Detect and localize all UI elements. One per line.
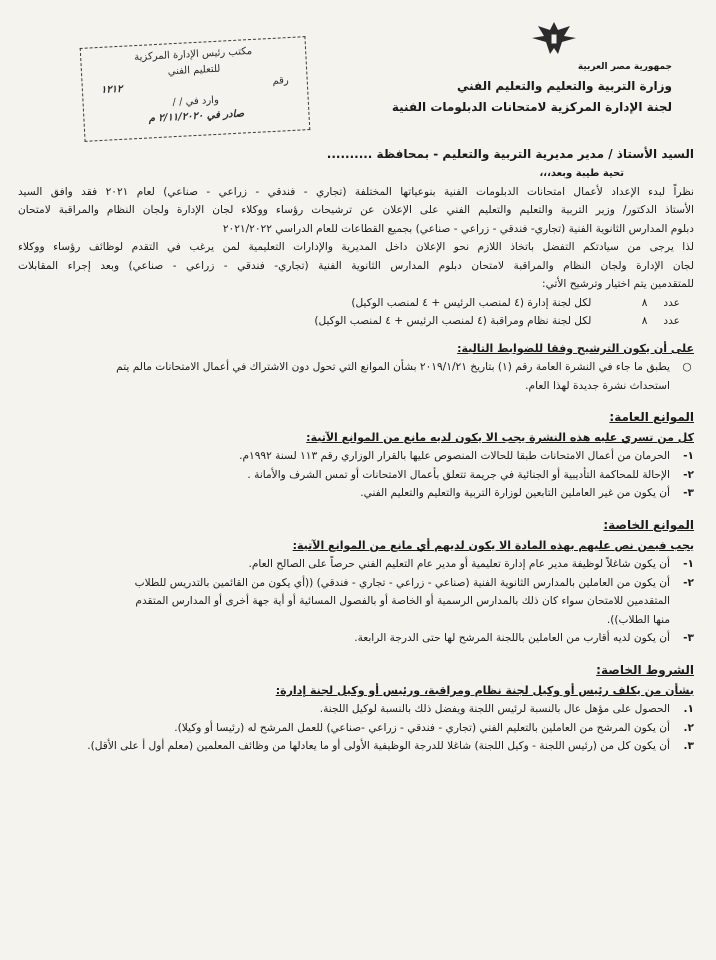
count-number: ٨ [641,315,648,328]
item-text: منها الطلاب)). [606,613,670,626]
item-text: أن يكون من غير العاملين التابعين لوزارة التربية والتعليم والتعليم الفني. [360,487,670,500]
item-number: ٣- [683,632,694,645]
item-number: ٣. [683,740,694,753]
stamp-date-in: وارد في / / [172,94,220,108]
intro-paragraph [18,183,694,294]
item-number: ٢- [683,576,694,589]
conditions-item [18,719,694,738]
greeting: تحية طيبة وبعد،،، [539,168,624,179]
item-number: ١. [683,703,694,716]
count-row [18,312,680,331]
committee-name: لجنة الإدارة المركزية لامتحانات الدبلومات الفنية [391,99,672,114]
intro-line: دبلوم المدارس الثانوية الفنية (تجاري- فندقي - زراعي - صناعي) بجميع القطاعات للعام الدراسي ٢٠٢١/٢٠٢٢ [222,222,694,235]
item-number: ٢- [683,468,694,481]
general-subtitle: كل من تسري عليه هذه النشرة يجب الا يكون لديه مانع من الموانع الآتية: [306,431,694,445]
special-item [18,555,694,574]
count-label: عدد [663,296,680,309]
item-text: المتقدمين للامتحان سواء كان ذلك بالمدارس الرسمية أو الخاصة أو بالفصول المسائية أو أية جهة أخرى أو المدارس المتقدم [135,595,670,608]
intro-line: لذا يرجى من سيادتكم التفضل باتخاذ اللازم نحو الإعلان داخل المديرية والإدارات التعليمية لمن يرغب في التقدم لوظائف رؤساء ووكلاء [18,241,694,254]
count-text: لكل لجنة إدارة (٤ لمنصب الرئيس + ٤ لمنصب الوكيل) [351,296,592,309]
stamp-number-label: رقم [272,75,289,87]
stamp-date-out: صادر في ٢/١١/٢٠٢٠ م [148,108,245,125]
count-label: عدد [663,315,680,328]
item-text: أن يكون لديه أقارب من العاملين باللجنة المرشح لها حتى الدرجة الرابعة. [354,632,670,645]
criteria-text: استحداث نشرة جديدة لهذا العام. [525,379,670,392]
incoming-stamp [80,36,311,142]
intro-line: لجان الإدارة ولجان النظام والمراقبة لامتحان دبلوم المدارس الثانوية الفنية (تجاري- فندقي - زراعي - صناعي) وبعد إجراء المقابلات [18,259,694,272]
special-subtitle: يجب فيمن نص عليهم بهذه المادة الا يكون لديهم أي مانع من الموانع الآتية: [292,538,694,552]
conditions-item [18,737,694,756]
item-text: أن يكون كل من (رئيس اللجنة - وكيل اللجنة) شاغلا للدرجة الوظيفية الأولى أو ما يعادلها من وظائف المعلمين (معلم أول أ على الأقل). [87,740,670,753]
conditions-title: الشروط الخاصة: [596,662,694,677]
special-item [18,611,694,630]
bullet-icon: ○ [682,361,692,373]
criteria-item [18,358,694,377]
stamp-office: مكتب رئيس الإدارة المركزية [134,45,253,64]
general-item [18,484,694,503]
bullet-spacer [680,377,694,396]
special-item [18,592,694,611]
criteria-text: يطبق ما جاء في النشرة العامة رقم (١) بتاريخ ٢٠١٩/١/٢١ بشأن الموانع التي تحول دون الاشتراك في أعمال الامتحانات مالم يتم [116,361,670,373]
addressee: السيد الأستاذ / مدير مديرية التربية والتعليم - بمحافظة .......... [326,147,694,161]
item-text: الحرمان من أعمال الامتحانات طبقا للحالات المنصوص عليها بالقرار الوزاري رقم ١١٣ لسنة ١٩٩٢م. [239,450,670,463]
conditions-item [18,700,694,719]
special-item [18,574,694,593]
stamp-number: ١٢١٢ [100,83,123,96]
item-number [678,611,694,630]
intro-line: نظراً لبدء الإعداد لأعمال امتحانات الدبلومات الفنية بنوعياتها المختلفة (تجاري - فندقي - زراعي - صناعي) لعام ٢٠٢١ فقد وافق السيد [18,185,694,198]
ministry-name: وزارة التربية والتعليم والتعليم الفني [456,78,672,93]
republic-name: جمهورية مصر العربية [577,62,672,72]
conditions-subtitle: بشأن من يكلف رئيس أو وكيل لجنة نظام ومراقبة، ورئيس أو وكيل لجنة إدارة: [275,683,694,697]
item-text: الإحالة للمحاكمة التأديبية أو الجنائية في جريمة تتعلق بأعمال الامتحانات أو تمس الشرف والأمانة . [247,468,670,481]
ministry-header [392,50,672,118]
special-item [18,629,694,648]
item-number: ٢. [683,721,694,734]
letterhead [18,14,694,125]
intro-line: الأستاذ الدكتور/ وزير التربية والتعليم والتعليم الفني على الإعلان عن ترشيحات رؤساء ووكلاء لجان الإدارة ولجان النظام والمراقبة لامتحان [18,204,694,217]
item-number: ١- [683,558,694,571]
counts-list [18,294,694,331]
count-text: لكل لجنة نظام ومراقبة (٤ لمنصب الرئيس + ٤ لمنصب الوكيل) [314,315,592,328]
special-title: الموانع الخاصة: [603,517,694,532]
count-row [18,294,680,313]
general-item [18,447,694,466]
count-number: ٨ [641,296,648,309]
item-number: ٣- [683,487,694,500]
criteria-title: على أن يكون الترشيح وفقا للضوابط التالية: [457,341,694,355]
item-text: أن يكون من العاملين بالمدارس الثانوية الفنية (صناعي - زراعي - تجاري - فندقي) ((أي يكون من القائمين بالتدريس للطلاب [134,576,670,589]
criteria-item [18,377,694,396]
item-number [678,592,694,611]
general-item [18,466,694,485]
item-text: أن يكون شاغلاً لوظيفة مدير عام إدارة تعليمية أو مدير عام التعليم الفني حرصاً على الصالح العام. [248,558,670,571]
item-text: الحصول على مؤهل عال بالنسبة لرئيس اللجنة ويفضل ذلك بالنسبة لوكيل اللجنة. [319,703,670,716]
intro-line: للمتقدمين يتم اختيار وترشيح الأتي: [542,278,694,291]
stamp-dept: للتعليم الفني [167,63,221,77]
item-number: ١- [683,450,694,463]
general-title: الموانع العامة: [609,410,694,425]
item-text: أن يكون المرشح من العاملين بالتعليم الفني (تجاري - فندقي - زراعي -صناعي) للعمل المرشح له (رئيسا أو وكيلا). [174,721,670,734]
